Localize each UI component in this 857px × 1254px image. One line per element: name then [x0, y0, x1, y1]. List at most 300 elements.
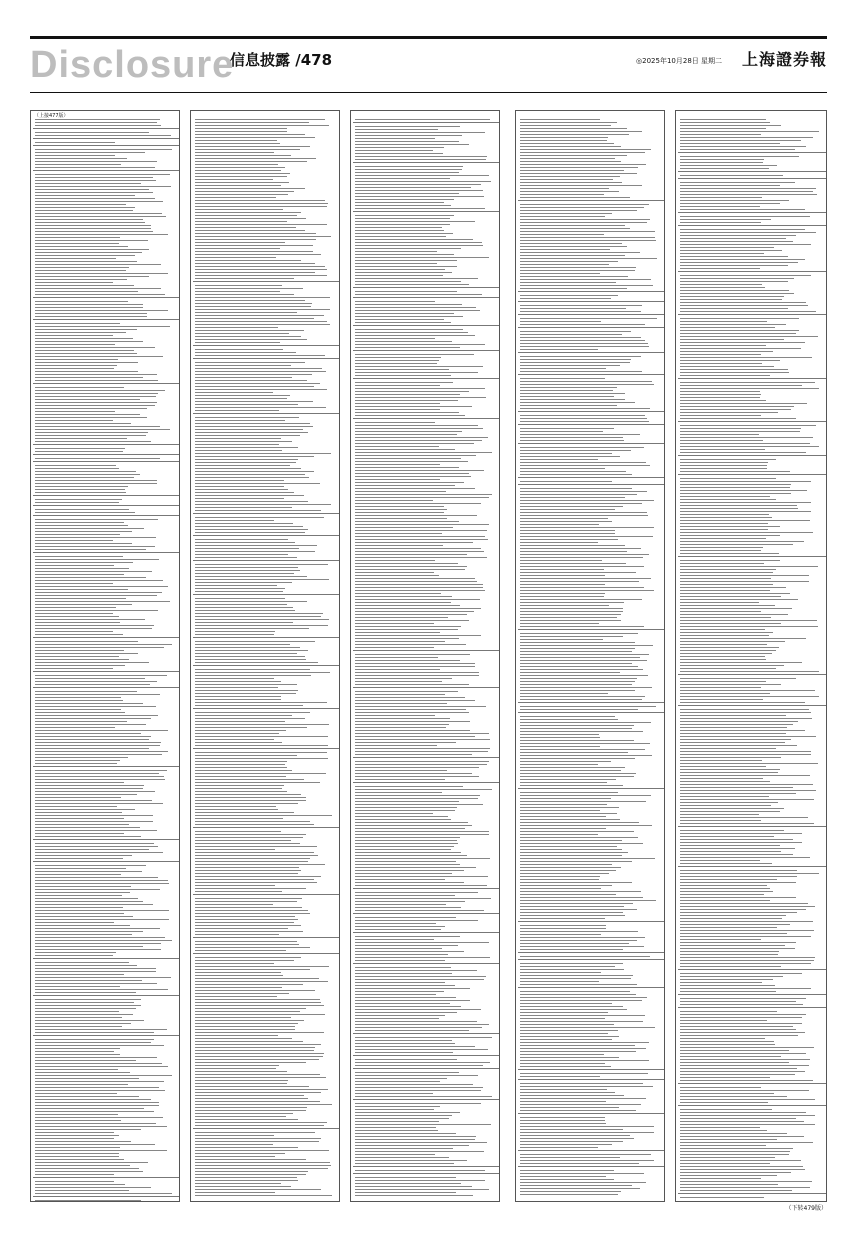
text-line — [35, 362, 138, 363]
text-line — [520, 408, 650, 409]
text-line — [520, 684, 632, 685]
text-line — [195, 705, 303, 706]
text-line — [195, 465, 290, 466]
text-line — [680, 149, 795, 150]
text-line — [195, 855, 318, 856]
text-line — [680, 873, 819, 874]
text-line — [35, 426, 160, 427]
text-line — [680, 848, 795, 849]
text-line — [355, 960, 445, 961]
text-line — [520, 572, 636, 573]
column-1 — [30, 110, 180, 1202]
text-line — [195, 1186, 291, 1187]
text-line — [680, 668, 776, 669]
text-line — [35, 718, 151, 719]
text-line — [680, 222, 761, 223]
text-line — [355, 1046, 475, 1047]
text-line — [520, 903, 633, 904]
text-line — [35, 644, 172, 645]
text-line — [195, 1107, 307, 1108]
text-line — [355, 363, 437, 364]
text-line — [35, 204, 126, 205]
text-line — [195, 407, 326, 408]
text-line — [520, 311, 641, 312]
text-line — [35, 589, 128, 590]
text-line — [355, 208, 485, 209]
text-line — [680, 159, 764, 160]
text-line — [195, 336, 301, 337]
text-line — [680, 1026, 793, 1027]
text-line — [680, 1178, 761, 1179]
text-line — [195, 209, 283, 210]
text-line — [355, 391, 469, 392]
text-line — [520, 563, 626, 564]
text-line — [35, 697, 121, 698]
text-line — [680, 278, 794, 279]
section-divider — [678, 1105, 826, 1106]
text-line — [520, 240, 656, 241]
text-line — [195, 486, 284, 487]
text-line — [355, 904, 446, 905]
text-line — [35, 465, 116, 466]
text-line — [680, 775, 810, 776]
text-line — [35, 668, 113, 669]
text-line — [680, 814, 759, 815]
text-line — [520, 1141, 623, 1142]
text-line — [520, 539, 618, 540]
text-line — [520, 402, 635, 403]
text-line — [35, 301, 128, 302]
text-line — [195, 1080, 288, 1081]
text-line — [195, 1077, 326, 1078]
text-line — [195, 1041, 303, 1042]
text-line — [35, 773, 159, 774]
text-line — [355, 954, 448, 955]
text-line — [355, 533, 442, 534]
text-line — [680, 1136, 804, 1137]
text-line — [35, 417, 147, 418]
text-line — [195, 1059, 319, 1060]
text-line — [195, 916, 295, 917]
text-line — [195, 990, 315, 991]
text-line — [195, 548, 299, 549]
text-line — [195, 526, 303, 527]
text-line — [35, 255, 135, 256]
text-line — [195, 1098, 308, 1099]
text-line — [355, 730, 470, 731]
text-line — [355, 515, 477, 516]
text-line — [35, 1147, 120, 1148]
text-line — [680, 452, 806, 453]
text-line — [680, 1020, 767, 1021]
text-line — [195, 501, 308, 502]
text-line — [355, 135, 462, 136]
text-line — [680, 265, 788, 266]
text-line — [35, 387, 124, 388]
text-line — [520, 725, 634, 726]
text-line — [520, 1006, 623, 1007]
text-line — [680, 605, 775, 606]
text-line — [195, 380, 307, 381]
text-line — [355, 169, 462, 170]
text-line — [355, 488, 475, 489]
text-line — [195, 891, 282, 892]
text-line — [680, 131, 819, 132]
text-line — [355, 310, 480, 311]
text-line — [195, 1162, 330, 1163]
text-line — [520, 155, 627, 156]
text-line — [520, 324, 645, 325]
text-line — [195, 610, 295, 611]
text-line — [195, 333, 289, 334]
text-line — [520, 1173, 644, 1174]
section-divider — [353, 325, 499, 326]
text-line — [35, 779, 165, 780]
text-line — [195, 950, 286, 951]
text-line — [355, 509, 447, 510]
text-line — [355, 1040, 452, 1041]
text-line — [35, 483, 157, 484]
text-line — [35, 1048, 120, 1049]
text-line — [355, 1118, 449, 1119]
text-line — [680, 833, 802, 834]
text-line — [35, 1078, 139, 1079]
text-line — [520, 500, 654, 501]
text-line — [35, 155, 115, 156]
text-line — [195, 922, 294, 923]
section-divider — [33, 444, 179, 445]
section-divider — [678, 314, 826, 315]
text-line — [195, 721, 285, 722]
text-line — [680, 763, 818, 764]
text-line — [680, 733, 786, 734]
text-line — [355, 736, 475, 737]
section-divider — [518, 352, 664, 353]
text-line — [195, 818, 283, 819]
text-line — [35, 592, 162, 593]
text-line — [355, 644, 466, 645]
text-line — [355, 973, 452, 974]
text-line — [680, 790, 816, 791]
text-line — [520, 1182, 646, 1183]
text-line — [195, 1177, 297, 1178]
text-line — [355, 852, 461, 853]
text-line — [520, 882, 632, 883]
text-line — [520, 515, 648, 516]
text-line — [355, 672, 479, 673]
text-line — [35, 715, 158, 716]
text-line — [680, 659, 766, 660]
text-line — [35, 210, 133, 211]
text-line — [680, 653, 772, 654]
section-divider — [353, 687, 499, 688]
text-line — [520, 620, 621, 621]
text-line — [680, 966, 781, 967]
text-line — [520, 462, 646, 463]
text-line — [520, 849, 622, 850]
text-line — [680, 629, 765, 630]
text-line — [355, 997, 456, 998]
text-line — [195, 288, 303, 289]
text-line — [520, 362, 630, 363]
text-line — [680, 203, 780, 204]
text-line — [355, 629, 458, 630]
text-line — [680, 459, 776, 460]
text-line — [520, 447, 644, 448]
text-line — [35, 1117, 163, 1118]
text-line — [520, 1191, 621, 1192]
text-line — [520, 237, 655, 238]
text-line — [355, 239, 473, 240]
text-line — [680, 1047, 814, 1048]
text-line — [355, 338, 435, 339]
text-line — [195, 125, 329, 126]
text-line — [355, 215, 454, 216]
text-line — [520, 305, 642, 306]
text-line — [195, 131, 287, 132]
text-line — [520, 937, 645, 938]
text-line — [35, 519, 158, 520]
text-line — [355, 709, 466, 710]
text-line — [355, 545, 443, 546]
text-line — [35, 198, 155, 199]
text-line — [680, 1184, 778, 1185]
newspaper-name: 上海證券報 — [741, 50, 827, 69]
text-line — [35, 350, 134, 351]
text-line — [35, 703, 143, 704]
text-line — [355, 792, 442, 793]
text-line — [520, 182, 622, 183]
text-line — [35, 833, 124, 834]
text-line — [520, 864, 612, 865]
text-line — [355, 431, 462, 432]
text-line — [520, 560, 602, 561]
text-line — [355, 172, 459, 173]
text-line — [520, 365, 620, 366]
text-line — [355, 939, 434, 940]
text-line — [355, 988, 470, 989]
text-line — [35, 700, 123, 701]
text-line — [195, 245, 313, 246]
text-line — [195, 861, 308, 862]
text-line — [680, 1127, 760, 1128]
text-line — [35, 531, 132, 532]
text-line — [35, 846, 158, 847]
text-line — [680, 760, 762, 761]
text-line — [195, 849, 275, 850]
text-line — [680, 805, 771, 806]
text-line — [680, 1056, 781, 1057]
text-line — [680, 888, 770, 889]
text-line — [680, 526, 780, 527]
text-line — [520, 506, 623, 507]
text-line — [680, 973, 802, 974]
text-line — [355, 967, 451, 968]
text-line — [355, 1037, 492, 1038]
text-line — [355, 1133, 456, 1134]
text-line — [680, 569, 776, 570]
text-line — [520, 569, 604, 570]
text-line — [35, 1096, 139, 1097]
text-line — [35, 785, 144, 786]
text-line — [35, 824, 129, 825]
text-line — [680, 1139, 777, 1140]
text-line — [195, 573, 294, 574]
text-line — [35, 843, 154, 844]
text-line — [35, 441, 151, 442]
text-line — [35, 216, 166, 217]
text-line — [680, 560, 780, 561]
text-line — [195, 702, 327, 703]
text-line — [35, 610, 158, 611]
section-divider — [193, 665, 339, 666]
text-line — [520, 940, 637, 941]
section-divider — [33, 495, 179, 496]
text-line — [680, 1163, 770, 1164]
text-line — [35, 338, 133, 339]
text-line — [680, 308, 788, 309]
text-line — [355, 464, 440, 465]
text-line — [680, 1148, 793, 1149]
text-line — [195, 254, 321, 255]
text-line — [195, 767, 287, 768]
text-line — [355, 147, 444, 148]
text-line — [520, 1009, 627, 1010]
text-line — [195, 1005, 324, 1006]
text-line — [355, 985, 455, 986]
text-line — [195, 221, 287, 222]
text-line — [680, 787, 793, 788]
text-line — [680, 409, 791, 410]
text-line — [355, 284, 469, 285]
text-line — [35, 492, 126, 493]
text-line — [355, 1103, 481, 1104]
text-line — [35, 757, 128, 758]
text-line — [520, 587, 644, 588]
text-line — [680, 1169, 805, 1170]
text-line — [195, 426, 313, 427]
text-line — [355, 994, 436, 995]
text-line — [35, 316, 147, 317]
text-line — [680, 369, 788, 370]
text-line — [35, 577, 146, 578]
text-line — [680, 302, 806, 303]
text-line — [680, 998, 806, 999]
text-line — [35, 377, 143, 378]
text-line — [680, 544, 793, 545]
text-line — [195, 371, 326, 372]
text-line — [355, 666, 475, 667]
text-line — [195, 215, 297, 216]
text-line — [680, 119, 766, 120]
text-line — [195, 1101, 320, 1102]
section-divider — [518, 327, 664, 328]
text-line — [520, 687, 652, 688]
text-line — [195, 155, 291, 156]
text-line — [520, 1092, 615, 1093]
text-line — [680, 936, 811, 937]
text-line — [35, 568, 129, 569]
text-line — [195, 576, 307, 577]
text-line — [195, 1014, 325, 1015]
text-line — [35, 922, 114, 923]
text-line — [680, 757, 781, 758]
text-line — [355, 322, 451, 323]
text-line — [35, 1174, 114, 1175]
section-divider — [33, 552, 179, 553]
text-line — [195, 294, 294, 295]
text-line — [195, 423, 310, 424]
text-line — [195, 272, 315, 273]
text-line — [195, 303, 312, 304]
text-line — [355, 804, 483, 805]
text-line — [680, 238, 786, 239]
text-line — [520, 125, 611, 126]
text-line — [520, 928, 606, 929]
text-line — [35, 1057, 157, 1058]
text-line — [195, 791, 287, 792]
text-line — [680, 578, 771, 579]
text-line — [35, 509, 129, 510]
text-line — [680, 617, 771, 618]
text-line — [520, 204, 649, 205]
text-line — [520, 1132, 654, 1133]
text-line — [520, 981, 599, 982]
text-line — [520, 946, 644, 947]
text-line — [680, 1190, 792, 1191]
text-line — [35, 1102, 159, 1103]
text-line — [520, 912, 623, 913]
text-line — [195, 532, 305, 533]
text-line — [195, 824, 314, 825]
text-line — [355, 691, 458, 692]
text-line — [680, 535, 780, 536]
text-line — [520, 669, 643, 670]
text-line — [35, 1032, 154, 1033]
text-line — [520, 152, 645, 153]
text-line — [520, 828, 606, 829]
text-line — [35, 898, 138, 899]
section-divider — [518, 1150, 664, 1151]
text-line — [355, 739, 490, 740]
text-line — [355, 1163, 454, 1164]
text-line — [680, 712, 811, 713]
text-line — [520, 639, 603, 640]
text-line — [680, 523, 768, 524]
text-line — [195, 1180, 298, 1181]
section-divider — [33, 1177, 179, 1178]
text-line — [680, 924, 790, 925]
text-line — [520, 1188, 640, 1189]
text-line — [35, 598, 126, 599]
text-line — [520, 804, 607, 805]
text-line — [35, 537, 156, 538]
text-line — [35, 1156, 119, 1157]
text-line — [355, 657, 438, 658]
text-line — [680, 342, 805, 343]
text-line — [355, 554, 467, 555]
text-line — [355, 178, 450, 179]
text-line — [355, 767, 479, 768]
section-divider — [353, 297, 499, 298]
text-line — [520, 737, 600, 738]
text-line — [195, 441, 292, 442]
text-line — [195, 1095, 304, 1096]
text-line — [35, 770, 167, 771]
text-line — [355, 1180, 485, 1181]
text-line — [680, 275, 811, 276]
text-line — [35, 691, 137, 692]
